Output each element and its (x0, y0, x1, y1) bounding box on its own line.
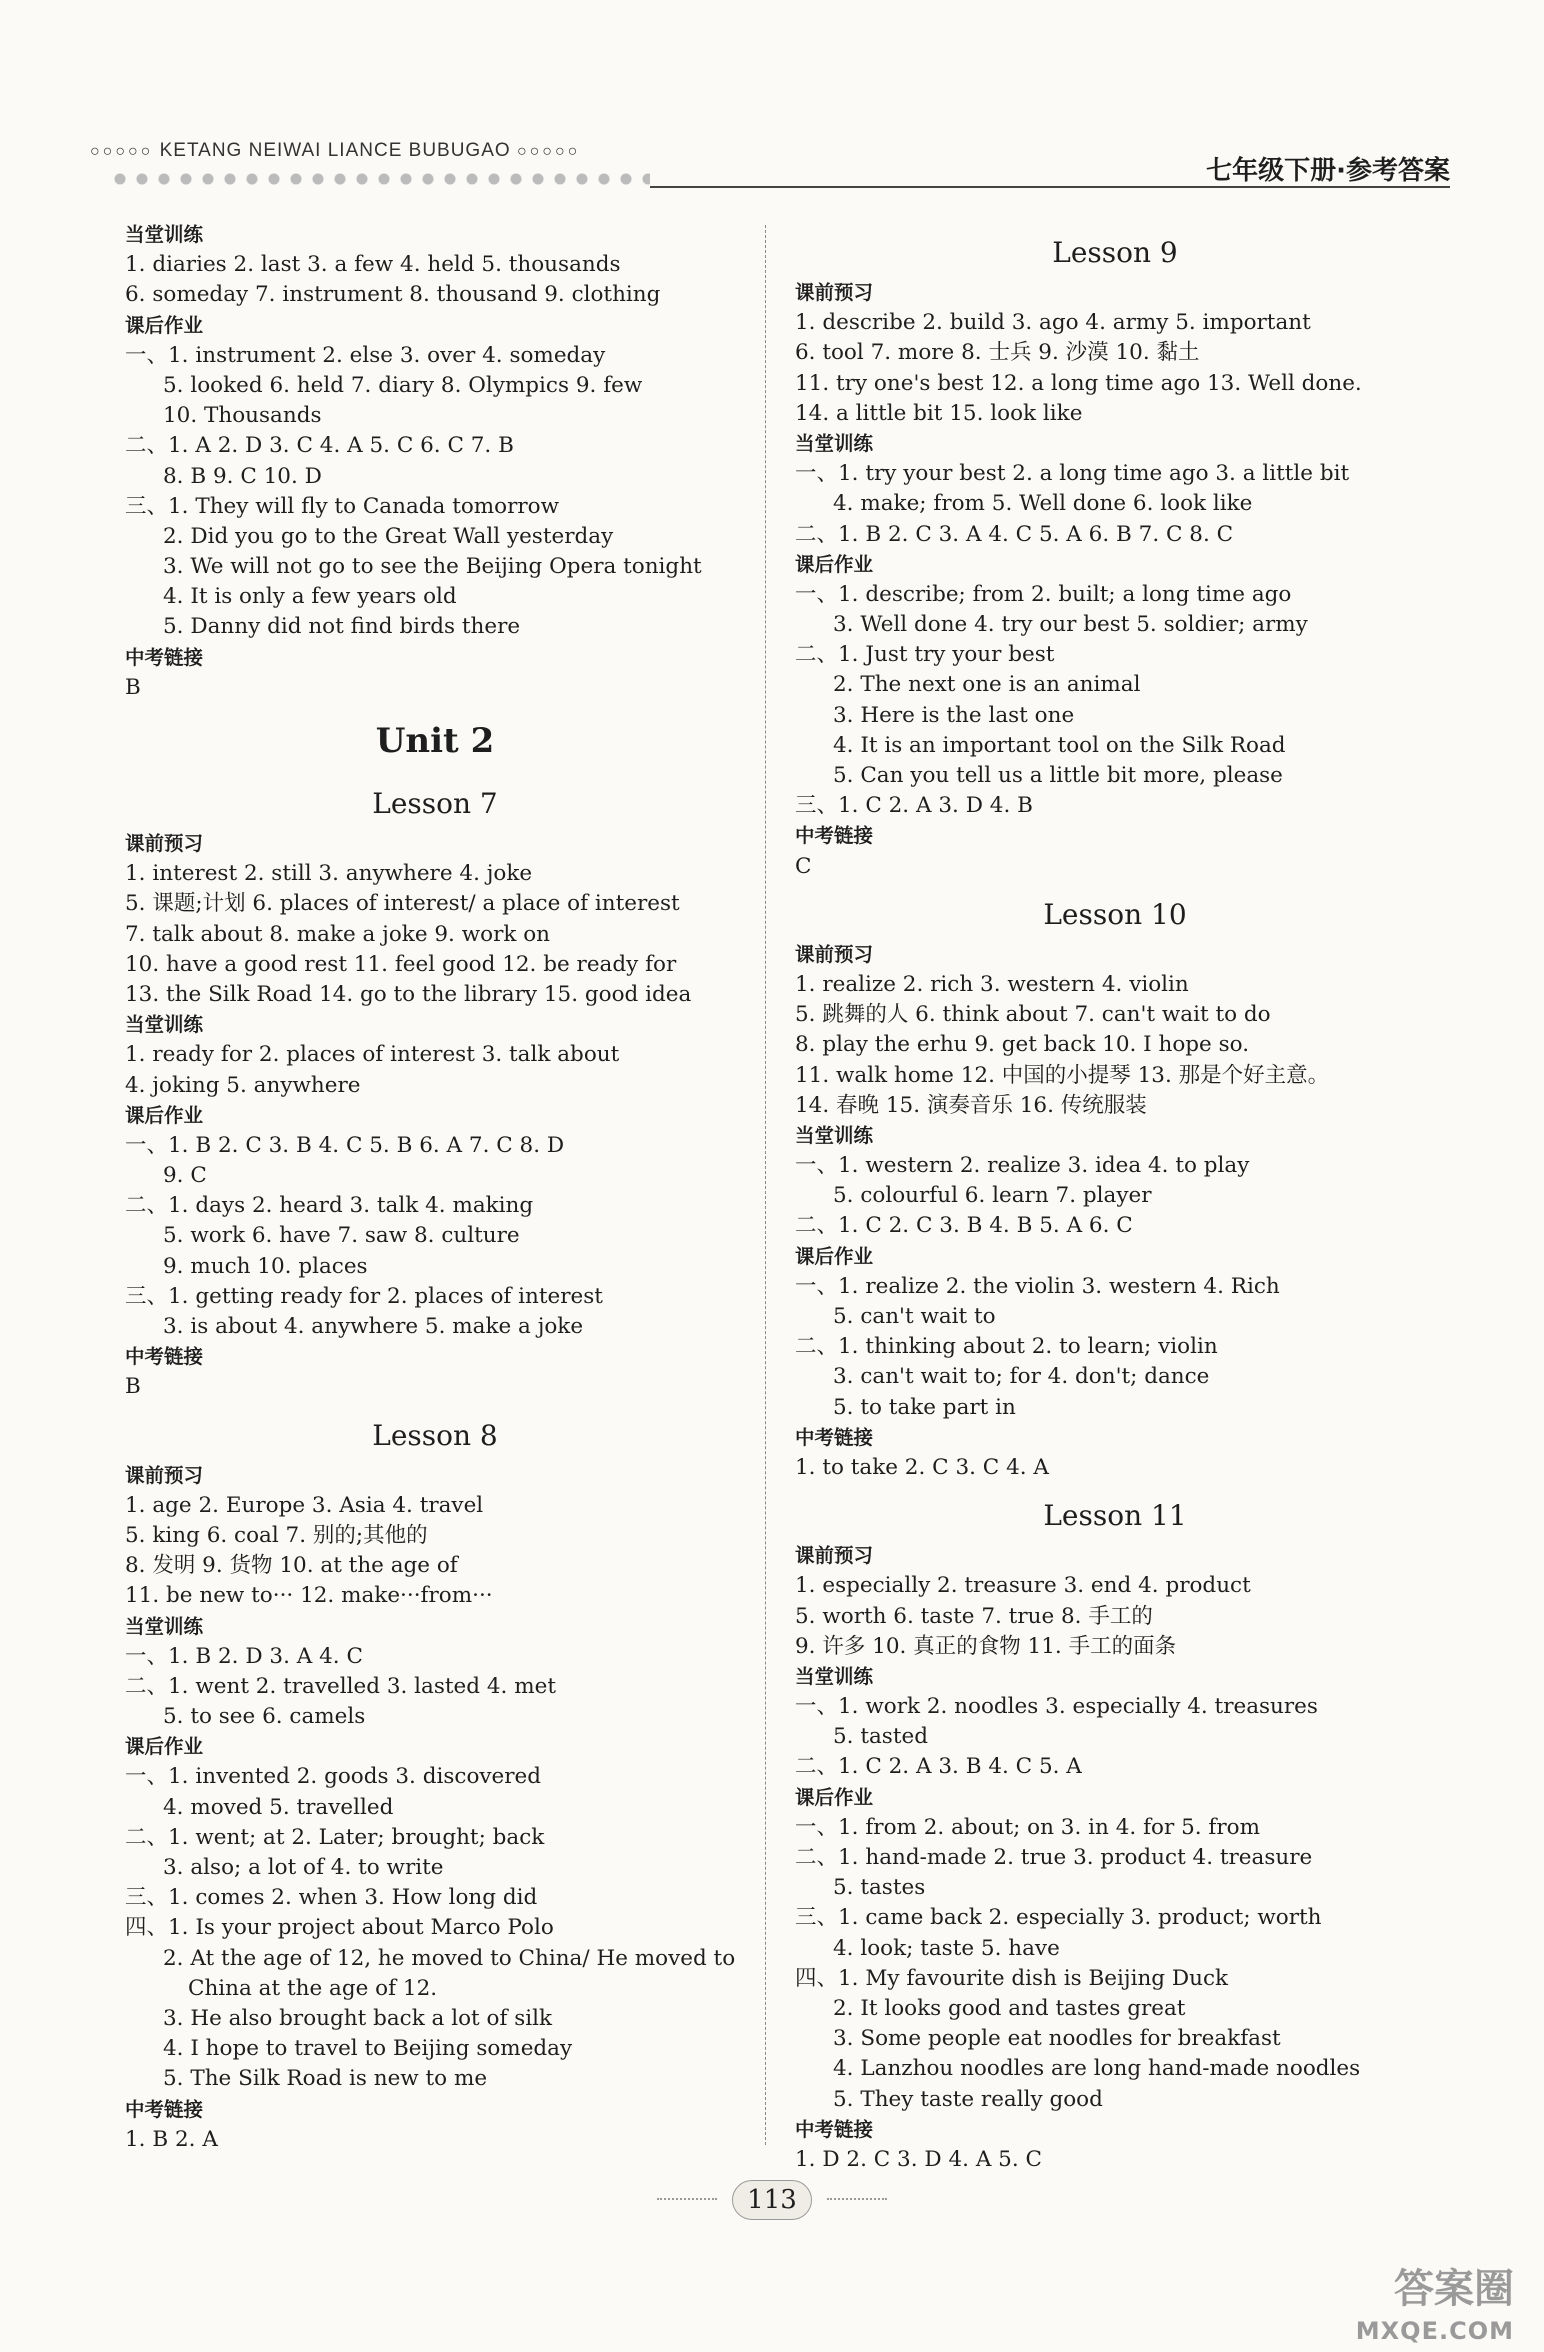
answer-line: 10. Thousands (163, 403, 322, 429)
answer-line: C (795, 853, 812, 879)
section-heading: 中考链接 (795, 1425, 874, 1449)
answer-line: 5. Can you tell us a little bit more, please (833, 763, 1283, 788)
answer-line: 13. the Silk Road 14. go to the library 15. good idea (125, 981, 692, 1007)
answer-line: 一、1. invented 2. goods 3. discovered (125, 1764, 542, 1790)
header-ornament (110, 172, 650, 186)
answer-line: 二、1. A 2. D 3. C 4. A 5. C 6. C 7. B (125, 433, 514, 459)
answer-line: 4. joking 5. anywhere (125, 1072, 361, 1098)
answer-line: 9. much 10. places (163, 1253, 368, 1279)
answer-line: 3. also; a lot of 4. to write (163, 1855, 444, 1880)
unit-title: Unit 2 (375, 721, 495, 761)
brand-text: KETANG NEIWAI LIANCE BUBUGAO (159, 140, 511, 161)
answer-line: 3. We will not go to see the Beijing Opera tonight (163, 554, 702, 580)
answer-line: 1. D 2. C 3. D 4. A 5. C (795, 2146, 1042, 2172)
section-heading: 课后作业 (795, 552, 874, 576)
answer-line: 1. describe 2. build 3. ago 4. army 5. important (795, 310, 1311, 336)
series-brand (90, 140, 580, 162)
answer-line: 二、1. days 2. heard 3. talk 4. making (125, 1193, 534, 1219)
answer-line: 2. Did you go to the Great Wall yesterday (163, 523, 614, 549)
answer-line: 5. 课题;计划 6. places of interest/ a place of interest (125, 891, 680, 917)
answer-line: 一、1. instrument 2. else 3. over 4. someday (125, 342, 606, 368)
answer-line: 3. is about 4. anywhere 5. make a joke (163, 1314, 584, 1339)
answer-line: 一、1. describe; from 2. built; a long time ago (795, 581, 1292, 607)
answer-line: 5. can't wait to (833, 1304, 996, 1329)
answer-line: 4. It is only a few years old (163, 584, 457, 610)
answer-line: 1. to take 2. C 3. C 4. A (795, 1454, 1049, 1480)
section-heading: 中考链接 (795, 2117, 874, 2141)
section-heading: 当堂训练 (795, 1664, 874, 1688)
answer-line: 1. interest 2. still 3. anywhere 4. joke (125, 861, 533, 887)
section-heading: 中考链接 (795, 824, 874, 848)
column-divider (765, 225, 766, 2145)
answer-line: 一、1. from 2. about; on 3. in 4. for 5. from (795, 1814, 1260, 1840)
brand-dots-left: ○○○○○ (90, 143, 154, 160)
left-column (125, 220, 745, 2155)
section-heading: 课后作业 (125, 1735, 204, 1759)
watermark-main: 答案圈 (1394, 2266, 1514, 2312)
answer-line: 4. moved 5. travelled (163, 1794, 394, 1820)
answer-line: 1. diaries 2. last 3. a few 4. held 5. thousands (125, 252, 621, 278)
section-heading: 课前预习 (795, 942, 874, 966)
lesson-title: Lesson 9 (1052, 236, 1178, 269)
answer-line: 5. king 6. coal 7. 别的;其他的 (125, 1522, 428, 1548)
section-heading: 课后作业 (125, 313, 204, 337)
answer-line: 11. try one's best 12. a long time ago 13. Well done. (795, 370, 1362, 396)
answer-line: 8. play the erhu 9. get back 10. I hope so. (795, 1032, 1250, 1058)
page-title: 七年级下册·参考答案 (1206, 156, 1450, 186)
answer-line: 8. 发明 9. 货物 10. at the age of (125, 1553, 458, 1579)
answer-line: 11. walk home 12. 中国的小提琴 13. 那是个好主意。 (795, 1062, 1330, 1088)
answer-line: 4. I hope to travel to Beijing someday (163, 2036, 573, 2062)
answer-line: 11. be new to··· 12. make···from··· (125, 1583, 493, 1609)
answer-line: 一、1. B 2. D 3. A 4. C (125, 1643, 363, 1669)
answer-line: 5. worth 6. taste 7. true 8. 手工的 (795, 1603, 1153, 1629)
section-heading: 中考链接 (125, 1345, 204, 1369)
answer-line: 一、1. western 2. realize 3. idea 4. to play (795, 1153, 1250, 1179)
footer-ornament-left (657, 2198, 717, 2210)
answer-line: 1. B 2. A (125, 2126, 218, 2152)
answer-line: 5. They taste really good (833, 2086, 1103, 2112)
answer-line: 四、1. Is your project about Marco Polo (125, 1915, 554, 1941)
answer-line: 3. Here is the last one (833, 702, 1075, 728)
section-heading: 课前预习 (125, 832, 204, 855)
answer-line: 5. colourful 6. learn 7. player (833, 1183, 1152, 1209)
answer-line: 二、1. thinking about 2. to learn; violin (795, 1334, 1218, 1360)
answer-line: 4. look; taste 5. have (833, 1935, 1060, 1961)
section-heading: 课前预习 (795, 281, 874, 304)
answer-line: B (125, 674, 141, 700)
answer-line: 5. to take part in (833, 1394, 1016, 1420)
answer-line: 1. age 2. Europe 3. Asia 4. travel (125, 1492, 484, 1518)
answer-line: 1. especially 2. treasure 3. end 4. product (795, 1573, 1251, 1599)
answer-line: 一、1. work 2. noodles 3. especially 4. treasures (795, 1694, 1318, 1720)
answer-line: 5. Danny did not find birds there (163, 614, 521, 640)
answer-line: 10. have a good rest 11. feel good 12. be ready for (125, 951, 677, 977)
lesson-title: Lesson 11 (1043, 1499, 1187, 1533)
answer-line: 二、1. went; at 2. Later; brought; back (125, 1824, 545, 1850)
section-heading: 当堂训练 (795, 431, 874, 455)
answer-line: 6. tool 7. more 8. 士兵 9. 沙漠 10. 黏土 (795, 340, 1200, 366)
answer-line: 2. The next one is an animal (833, 672, 1141, 698)
answer-line: China at the age of 12. (188, 1975, 438, 2001)
answer-line: 二、1. went 2. travelled 3. lasted 4. met (125, 1673, 556, 1699)
answer-line: 一、1. realize 2. the violin 3. western 4. Rich (795, 1273, 1280, 1299)
answer-line: 14. a little bit 15. look like (795, 400, 1083, 426)
answer-line: 4. Lanzhou noodles are long hand-made noodles (833, 2056, 1361, 2082)
answer-line: 三、1. getting ready for 2. places of interest (125, 1283, 603, 1309)
answer-line: 1. realize 2. rich 3. western 4. violin (795, 971, 1189, 997)
section-heading: 当堂训练 (795, 1123, 874, 1147)
answer-line: 9. 许多 10. 真正的食物 11. 手工的面条 (795, 1633, 1177, 1659)
answer-line: 二、1. C 2. C 3. B 4. B 5. A 6. C (795, 1213, 1133, 1239)
answer-line: 5. looked 6. held 7. diary 8. Olympics 9. few (163, 372, 643, 398)
section-heading: 课后作业 (795, 1244, 874, 1268)
section-heading: 当堂训练 (125, 1614, 204, 1638)
answer-line: 5. work 6. have 7. saw 8. culture (163, 1223, 520, 1249)
section-heading: 中考链接 (125, 645, 204, 669)
answer-line: 二、1. C 2. A 3. B 4. C 5. A (795, 1754, 1082, 1780)
lesson-title: Lesson 8 (372, 1418, 498, 1452)
answer-line: 一、1. try your best 2. a long time ago 3. a little bit (795, 461, 1350, 487)
section-heading: 当堂训练 (125, 223, 204, 246)
section-heading: 当堂训练 (125, 1013, 204, 1037)
answer-line: 一、1. B 2. C 3. B 4. C 5. B 6. A 7. C 8. D (125, 1132, 565, 1158)
answer-line: 二、1. hand-made 2. true 3. product 4. treasure (795, 1845, 1313, 1870)
answer-line: 8. B 9. C 10. D (163, 463, 322, 489)
answer-line: 3. Some people eat noodles for breakfast (833, 2026, 1281, 2052)
page-footer (0, 2180, 1544, 2220)
lesson-title: Lesson 10 (1043, 897, 1187, 931)
answer-line: 5. The Silk Road is new to me (163, 2066, 488, 2092)
answer-line: 三、1. C 2. A 3. D 4. B (795, 793, 1033, 819)
answer-line: B (125, 1374, 141, 1400)
answer-line: 三、1. They will fly to Canada tomorrow (125, 493, 560, 519)
answer-line: 四、1. My favourite dish is Beijing Duck (795, 1965, 1229, 1991)
answer-line: 2. It looks good and tastes great (833, 1995, 1186, 2021)
answer-line: 二、1. B 2. C 3. A 4. C 5. A 6. B 7. C 8. C (795, 521, 1234, 547)
section-heading: 课前预习 (795, 1544, 874, 1568)
answer-line: 5. tastes (833, 1875, 926, 1901)
answer-line: 3. He also brought back a lot of silk (163, 2005, 553, 2031)
answer-line: 14. 春晚 15. 演奏音乐 16. 传统服装 (795, 1092, 1147, 1118)
section-heading: 中考链接 (125, 2097, 204, 2121)
answer-line: 2. At the age of 12, he moved to China/ He moved to (163, 1945, 736, 1971)
answer-line: 4. make; from 5. Well done 6. look like (833, 491, 1253, 517)
answer-line: 5. to see 6. camels (163, 1704, 366, 1730)
header-rule (650, 186, 1450, 188)
answer-line: 6. someday 7. instrument 8. thousand 9. clothing (125, 282, 661, 308)
section-heading: 课后作业 (795, 1785, 874, 1809)
answer-line: 5. tasted (833, 1724, 928, 1750)
page-number: 113 (732, 2180, 812, 2220)
lesson-title: Lesson 7 (372, 787, 498, 820)
answer-line: 5. 跳舞的人 6. think about 7. can't wait to do (795, 1002, 1271, 1028)
answer-line: 9. C (163, 1163, 207, 1189)
footer-ornament-right (827, 2198, 887, 2210)
right-column (795, 220, 1435, 2175)
section-heading: 课前预习 (125, 1463, 204, 1487)
page-header (90, 130, 1450, 190)
answer-line: 7. talk about 8. make a joke 9. work on (125, 921, 551, 947)
answer-line: 三、1. came back 2. especially 3. product; worth (795, 1905, 1322, 1931)
answer-line: 二、1. Just try your best (795, 642, 1055, 668)
answer-line: 3. Well done 4. try our best 5. soldier; army (833, 612, 1308, 638)
answer-line: 三、1. comes 2. when 3. How long did (125, 1885, 538, 1911)
answer-line: 4. It is an important tool on the Silk Road (833, 732, 1286, 758)
watermark-logo (1356, 2268, 1514, 2352)
answer-line: 1. ready for 2. places of interest 3. talk about (125, 1042, 620, 1068)
section-heading: 课后作业 (125, 1103, 204, 1127)
brand-dots-right: ○○○○○ (516, 143, 581, 160)
watermark-sub: MXQE.COM (1355, 2317, 1514, 2345)
answer-line: 3. can't wait to; for 4. don't; dance (833, 1364, 1210, 1390)
